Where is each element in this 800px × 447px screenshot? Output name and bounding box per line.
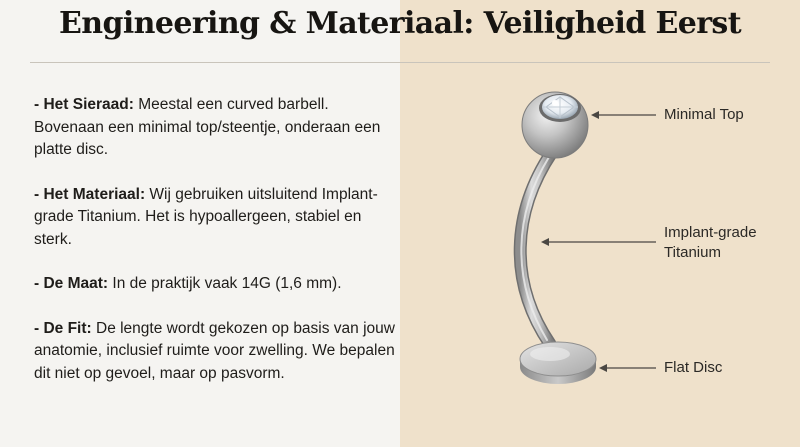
callout-titanium-line2: Titanium bbox=[664, 244, 721, 261]
item-label: - De Maat: bbox=[34, 275, 109, 292]
callout-minimal-top: Minimal Top bbox=[664, 106, 744, 123]
item-label: - Het Materiaal: bbox=[34, 185, 146, 203]
item-text: Meestal een curved barbell. Bovenaan een minimal top/steentje, onderaan een platte disc. bbox=[34, 96, 381, 158]
item-text: De lengte wordt gekozen op basis van jouw anatomie, inclusief ruimte voor zwelling. We bepalen dit niet op gevoel, maar op pasvorm. bbox=[34, 319, 395, 382]
callout-titanium bbox=[664, 223, 757, 263]
item-text: Wij gebruiken uitsluitend Implant-grade Titanium. Het is hypoallergeen, stabiel en sterk. bbox=[34, 185, 378, 248]
page-title: Engineering & Materiaal: Veiligheid Eerst bbox=[59, 6, 741, 41]
item-text: In de praktijk vaak 14G (1,6 mm). bbox=[108, 275, 342, 292]
list-item-fit bbox=[34, 318, 396, 386]
info-list bbox=[34, 94, 396, 407]
header bbox=[0, 0, 800, 62]
item-label: - De Fit: bbox=[34, 319, 92, 337]
list-item-maat bbox=[34, 273, 396, 296]
flat-disc bbox=[520, 342, 596, 384]
minimal-top-ball bbox=[522, 92, 588, 158]
item-label: - Het Sieraad: bbox=[34, 96, 134, 113]
list-item-sieraad bbox=[34, 94, 396, 162]
list-item-materiaal bbox=[34, 184, 396, 252]
barbell-diagram bbox=[400, 62, 800, 447]
callout-flat-disc: Flat Disc bbox=[664, 359, 723, 376]
callout-titanium-line1: Implant-grade bbox=[664, 224, 757, 241]
